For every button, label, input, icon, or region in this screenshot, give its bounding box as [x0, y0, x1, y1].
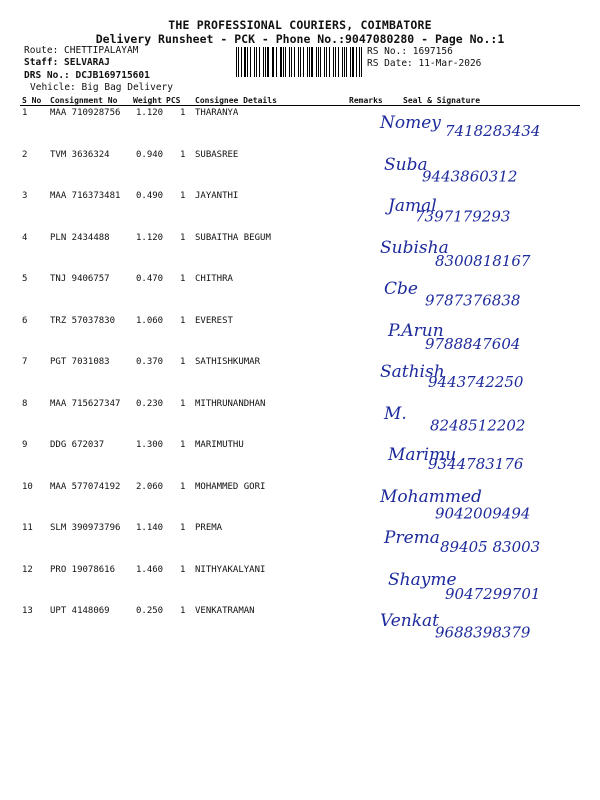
signature-name: Subisha — [380, 237, 449, 258]
signature-phone: 9047299701 — [445, 584, 541, 603]
row-sno: 4 — [22, 232, 28, 243]
row-sno: 12 — [22, 564, 33, 575]
barcode-bar — [311, 47, 313, 77]
signature-svg — [340, 604, 600, 644]
barcode-bar — [280, 47, 282, 77]
signature-svg — [340, 189, 600, 229]
row-weight: 1.060 — [136, 315, 164, 326]
staff-label: Staff: SELVARAJ — [24, 57, 110, 68]
row-consignee: THARANYA — [195, 108, 239, 118]
row-consignee: SUBAITHA BEGUM — [195, 232, 271, 243]
drs-label: DRS No.: DCJB169715601 — [24, 70, 150, 81]
row-consignee: MITHRUNANDHAN — [195, 398, 266, 409]
row-weight: 1.300 — [136, 440, 164, 450]
barcode — [236, 47, 364, 77]
signature-svg — [340, 397, 600, 437]
row-sno: 7 — [22, 357, 28, 367]
barcode-bar — [289, 47, 290, 77]
row-pcs: 1 — [180, 315, 186, 326]
signature-phone: 7397179293 — [415, 207, 511, 226]
signature-svg — [340, 355, 600, 395]
signature-name: Mohammed — [380, 486, 482, 507]
rs-number: RS No.: 1697156 — [367, 46, 453, 57]
row-weight: 1.120 — [136, 108, 164, 118]
signature-name: Marimu — [388, 445, 457, 465]
row-weight: 0.230 — [136, 398, 164, 409]
row-sno: 3 — [22, 191, 28, 201]
barcode-bar — [346, 47, 347, 77]
signature-svg — [340, 148, 600, 188]
signature-entry — [340, 604, 600, 644]
signature-name: M. — [384, 403, 407, 424]
row-consignment-no: MAA 716373481 — [50, 191, 121, 201]
barcode-bar — [241, 47, 242, 77]
row-consignment-no: MAA 710928756 — [50, 108, 121, 118]
row-sno: 11 — [22, 523, 33, 533]
row-weight: 1.460 — [136, 564, 164, 575]
barcode-bar — [256, 47, 257, 77]
row-consignment-no: UPT 4148069 — [50, 606, 110, 616]
col-signature: Seal & Signature — [403, 96, 481, 105]
barcode-bar — [285, 47, 286, 77]
barcode-bar — [316, 47, 317, 77]
row-consignment-no: PRO 19078616 — [50, 564, 116, 575]
row-consignee: CHITHRA — [195, 274, 233, 284]
signature-svg — [340, 272, 600, 312]
signature-phone: 7418283434 — [445, 122, 541, 140]
signature-name: Sathish — [380, 362, 445, 382]
barcode-bar — [238, 47, 239, 77]
row-pcs: 1 — [180, 149, 186, 160]
row-consignee: NITHYAKALYANI — [195, 564, 266, 575]
signature-name: Suba — [384, 154, 428, 175]
row-weight: 1.140 — [136, 523, 164, 533]
row-pcs: 1 — [180, 191, 186, 201]
signature-entry — [340, 148, 600, 188]
row-consignee: PREMA — [195, 523, 223, 533]
signature-entry — [340, 480, 600, 520]
barcode-bar — [267, 47, 268, 77]
signature-name: Venkat — [380, 611, 439, 631]
barcode-bar — [300, 47, 301, 77]
signature-phone: 8248512202 — [430, 416, 526, 435]
barcode-bar — [338, 47, 339, 77]
col-sno: S No — [22, 96, 42, 105]
signature-phone: 9344783176 — [428, 455, 524, 474]
barcode-bar — [259, 47, 261, 77]
signature-entry — [340, 189, 600, 229]
row-pcs: 1 — [180, 357, 186, 367]
row-consignee: MOHAMMED GORI — [195, 481, 266, 492]
signature-phone: 9042009494 — [435, 503, 531, 522]
row-sno: 10 — [22, 481, 33, 492]
barcode-bar — [329, 47, 330, 77]
signature-phone: 9443860312 — [422, 167, 518, 186]
row-pcs: 1 — [180, 481, 186, 492]
signature-name: Cbe — [384, 279, 418, 299]
signature-phone: 9688398379 — [435, 623, 531, 642]
signature-svg — [340, 480, 600, 520]
signature-name: P.Arun — [388, 320, 444, 341]
row-pcs: 1 — [180, 274, 186, 284]
signature-phone: 8300818167 — [435, 251, 531, 270]
signature-svg — [340, 231, 600, 271]
barcode-bar — [265, 47, 266, 77]
barcode-bar — [283, 47, 284, 77]
row-pcs: 1 — [180, 440, 186, 450]
barcode-bar — [254, 47, 255, 77]
row-weight: 0.370 — [136, 357, 164, 367]
signature-phone: 9443742250 — [428, 372, 524, 391]
row-consignment-no: TNJ 9406757 — [50, 274, 110, 284]
barcode-bar — [309, 47, 310, 77]
signature-entry — [340, 563, 600, 603]
barcode-bar — [276, 47, 277, 77]
barcode-bar — [298, 47, 299, 77]
barcode-bar — [244, 47, 246, 77]
rs-date: RS Date: 11-Mar-2026 — [367, 58, 482, 69]
signature-entry — [340, 521, 600, 561]
signature-svg — [340, 521, 600, 561]
row-consignment-no: TVM 3636324 — [50, 149, 110, 160]
row-consignment-no: SLM 390973796 — [50, 523, 121, 533]
row-consignee: VENKATRAMAN — [195, 606, 255, 616]
row-weight: 0.250 — [136, 606, 164, 616]
barcode-bar — [352, 47, 354, 77]
row-consignee: MARIMUTHU — [195, 440, 244, 450]
row-weight: 0.940 — [136, 149, 164, 160]
row-consignment-no: PGT 7031083 — [50, 357, 110, 367]
row-weight: 0.490 — [136, 191, 164, 201]
barcode-bar — [342, 47, 343, 77]
signature-name: Nomey — [380, 113, 441, 133]
row-pcs: 1 — [180, 232, 186, 243]
row-weight: 0.470 — [136, 274, 164, 284]
signature-entry — [340, 355, 600, 395]
row-pcs: 1 — [180, 398, 186, 409]
barcode-bar — [318, 47, 319, 77]
barcode-bar — [291, 47, 292, 77]
row-pcs: 1 — [180, 523, 186, 533]
signature-entry — [340, 314, 600, 354]
row-pcs: 1 — [180, 564, 186, 575]
barcode-bar — [273, 47, 274, 77]
signature-entry — [340, 231, 600, 271]
col-remarks: Remarks — [349, 96, 383, 105]
barcode-bar — [344, 47, 345, 77]
row-consignee: SUBASREE — [195, 149, 239, 160]
vehicle-label: Vehicle: Big Bag Delivery — [30, 82, 173, 93]
col-consignment: Consignment No — [50, 96, 118, 105]
barcode-bar — [350, 47, 351, 77]
col-pcs: PCS — [166, 96, 181, 105]
row-consignment-no: MAA 715627347 — [50, 398, 121, 409]
row-sno: 2 — [22, 149, 28, 160]
row-consignment-no: PLN 2434488 — [50, 232, 110, 243]
runsheet-subtitle: Delivery Runsheet - PCK - Phone No.:9047080280 - Page No.:1 — [95, 32, 505, 46]
signature-svg — [340, 563, 600, 603]
barcode-bar — [356, 47, 357, 77]
row-consignee: JAYANTHI — [195, 191, 239, 201]
barcode-bar — [303, 47, 304, 77]
barcode-bar — [333, 47, 335, 77]
row-consignee: EVEREST — [195, 315, 233, 326]
barcode-bar — [236, 47, 237, 77]
row-weight: 1.120 — [136, 232, 164, 243]
col-consignee: Consignee Details — [195, 96, 277, 105]
barcode-bar — [359, 47, 360, 77]
barcode-bar — [307, 47, 308, 77]
col-weight: Weight — [133, 96, 162, 105]
signature-svg — [340, 106, 600, 146]
barcode-bar — [294, 47, 296, 77]
row-consignee: SATHISHKUMAR — [195, 357, 261, 367]
signature-entry — [340, 106, 600, 146]
barcode-bar — [272, 47, 273, 77]
row-sno: 5 — [22, 274, 28, 284]
signature-phone: 9788847604 — [425, 334, 521, 353]
route-label: Route: CHETTIPALAYAM — [24, 45, 139, 56]
barcode-bar — [263, 47, 264, 77]
barcode-bar — [320, 47, 321, 77]
signature-svg — [340, 438, 600, 478]
row-consignment-no: DDG 672037 — [50, 440, 105, 450]
row-weight: 2.060 — [136, 481, 164, 492]
signature-name: Prema — [384, 528, 440, 548]
row-pcs: 1 — [180, 606, 186, 616]
row-sno: 9 — [22, 440, 28, 450]
signature-name: Shayme — [388, 569, 457, 590]
signature-entry — [340, 438, 600, 478]
barcode-bar — [361, 47, 362, 77]
row-sno: 13 — [22, 606, 33, 616]
row-sno: 8 — [22, 398, 28, 409]
company-title: THE PROFESSIONAL COURIERS, COIMBATORE — [168, 18, 432, 32]
signature-phone: 89405 83003 — [440, 538, 541, 557]
row-consignment-no: MAA 577074192 — [50, 481, 121, 492]
row-consignment-no: TRZ 57037830 — [50, 315, 116, 326]
barcode-bar — [324, 47, 325, 77]
signature-entry — [340, 272, 600, 312]
barcode-bar — [335, 47, 336, 77]
signature-svg — [340, 314, 600, 354]
row-pcs: 1 — [180, 108, 186, 118]
row-sno: 1 — [22, 108, 28, 118]
signature-entry — [340, 397, 600, 437]
row-sno: 6 — [22, 315, 28, 326]
signature-name: Jamal — [388, 196, 437, 216]
barcode-bar — [250, 47, 251, 77]
barcode-bar — [326, 47, 327, 77]
signature-phone: 9787376838 — [425, 291, 521, 310]
barcode-bar — [247, 47, 248, 77]
